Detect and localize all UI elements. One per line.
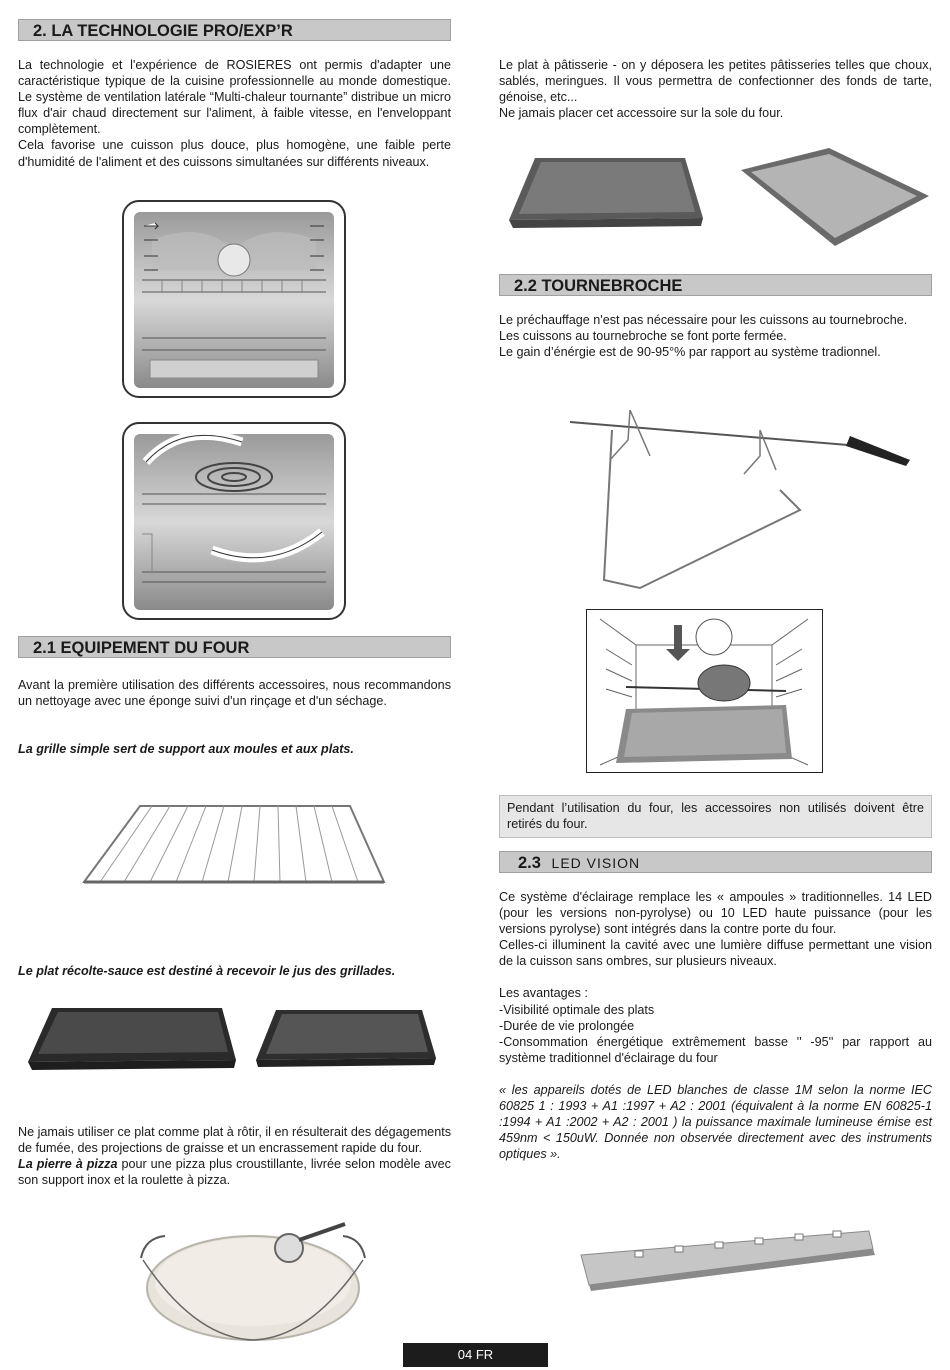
norme-text: « les appareils dotés de LED blanches de classe 1M selon la norme IEC 60825 1 : 1993 + A1 :1997 + A2 : 2001 (équivalent à la norme EN 60825-1 :1994 + A1 :2002 + A2 : 2001 ) la puissance maximale lumineuse émise est 459nm < 150uW. Donnée non observée directement avec des instruments optiques ». bbox=[499, 1082, 932, 1162]
page-number: 04 FR bbox=[403, 1343, 548, 1367]
oven-airflow-image bbox=[122, 200, 346, 398]
section-header-equipement: 2.1 EQUIPEMENT DU FOUR bbox=[18, 636, 451, 658]
plat-patisserie-image bbox=[505, 140, 933, 250]
avantage-item-3: -Consommation énergétique extrêmement basse '' -95'' par rapport au système traditionnel d'éclairage du four bbox=[499, 1034, 932, 1065]
patisserie-paragraph bbox=[499, 57, 932, 121]
pierre-pizza-desc: pour une pizza plus croustillante, livrée selon modèle avec son support inox et la roulette à pizza. bbox=[18, 1157, 451, 1188]
pierre-pizza-text bbox=[18, 1156, 451, 1188]
pizza-stone-image bbox=[135, 1218, 375, 1346]
led-section-number: 2.3 bbox=[518, 854, 541, 872]
section-header-technologie: 2. LA TECHNOLOGIE PRO/EXP’R bbox=[18, 19, 451, 41]
pierre-pizza-label: La pierre à pizza bbox=[18, 1157, 118, 1172]
patisserie-text-1: Le plat à pâtisserie - on y déposera les petites pâtisseries telles que choux, sablés, meringues. Il vous permettra de confectionner des fonds de tarte, génoise, etc... bbox=[499, 58, 932, 105]
section-header-led bbox=[499, 851, 932, 873]
avantage-item-2: -Durée de vie prolongée bbox=[499, 1018, 635, 1033]
plat-recolte-caption: Le plat récolte-sauce est destiné à recevoir le jus des grillades. bbox=[18, 964, 396, 978]
tournebroche-text-1: Le préchauffage n'est pas nécessaire pour les cuissons au tournebroche. bbox=[499, 313, 908, 327]
pizza-paragraph bbox=[18, 1124, 451, 1188]
patisserie-text-2: Ne jamais placer cet accessoire sur la sole du four. bbox=[499, 106, 784, 121]
grille-caption: La grille simple sert de support aux moules et aux plats. bbox=[18, 742, 354, 756]
intro-text-2: Cela favorise une cuisson plus douce, plus homogène, une faible perte d'humidité de l'aliment et des cuissons simultanées sur différents niveaux. bbox=[18, 138, 451, 169]
avantage-item-1: -Visibilité optimale des plats bbox=[499, 1002, 655, 1017]
led-text-1: Ce système d'éclairage remplace les « ampoules » traditionnelles. 14 LED (pour les versions non-pyrolyse) ou 10 LED haute puissance (pour les versions pyrolyse) sont intégrés dans la contre porte du four. bbox=[499, 890, 932, 937]
avantages-title: Les avantages : bbox=[499, 986, 588, 1001]
plat-recolte-sauce-image bbox=[22, 1000, 452, 1075]
equipement-paragraph bbox=[18, 677, 451, 709]
oven-rotating-air-image bbox=[122, 422, 346, 620]
rotisserie-in-oven-image bbox=[586, 609, 823, 773]
led-text-2: Celles-ci illuminent la cavité avec une lumière diffuse permettant une vision de la cuisson sans ombres, sur plusieurs niveaux. bbox=[499, 938, 932, 969]
led-section-title: LED VISION bbox=[551, 855, 641, 871]
equipement-text: Avant la première utilisation des différents accessoires, nous recommandons un nettoyage avec une éponge suivi d'un rinçage et d'un séchage. bbox=[18, 678, 451, 709]
intro-text-1: La technologie et l'expérience de ROSIERES ont permis d'adapter une caractéristique typique de la cuisine professionnelle au monde domestique. Le système de ventilation latérale “Multi-chaleur tournante” distribue un micro flux d'air chaud directement sur l'aliment, à faible vitesse, en l'enveloppant complètement. bbox=[18, 58, 451, 137]
tournebroche-paragraph bbox=[499, 312, 932, 360]
rotisserie-spit-image bbox=[560, 400, 920, 590]
intro-paragraph bbox=[18, 57, 451, 170]
accessories-note: Pendant l’utilisation du four, les accessoires non utilisés doivent être retirés du four. bbox=[499, 795, 932, 838]
section-header-tournebroche: 2.2 TOURNEBROCHE bbox=[499, 274, 932, 296]
wire-rack-image bbox=[80, 800, 390, 890]
tournebroche-text-3: Le gain d’énérgie est de 90-95°% par rapport au système tradionnel. bbox=[499, 345, 881, 360]
ne-jamais-text: Ne jamais utiliser ce plat comme plat à rôtir, il en résulterait des dégagements de fumée, des projections de graisse et un encrassement rapide du four. bbox=[18, 1125, 451, 1156]
led-strip-image bbox=[575, 1225, 875, 1291]
tournebroche-text-2: Les cuissons au tournebroche se font porte fermée. bbox=[499, 329, 787, 344]
led-paragraph bbox=[499, 889, 932, 1162]
